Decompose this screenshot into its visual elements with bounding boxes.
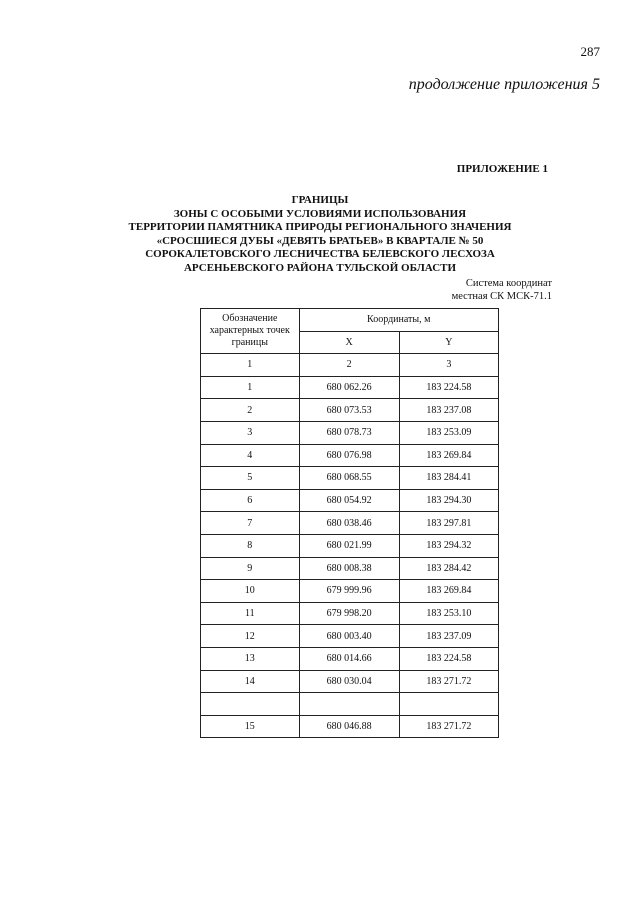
y-cell: 183 253.10 [399, 602, 498, 625]
y-cell: 183 269.84 [399, 444, 498, 467]
header-point-designation: Обозначение характерных точек границы [201, 309, 300, 354]
point-cell: 8 [201, 534, 300, 557]
coordinates-table [200, 308, 499, 738]
x-cell: 679 999.96 [299, 580, 399, 603]
point-cell: 5 [201, 467, 300, 490]
coordinate-system-note [452, 277, 552, 303]
point-cell: 3 [201, 421, 300, 444]
y-cell: 183 224.58 [399, 647, 498, 670]
table-row [201, 421, 499, 444]
table-body [201, 376, 499, 738]
x-cell: 680 003.40 [299, 625, 399, 648]
table-row [201, 602, 499, 625]
x-cell: 680 068.55 [299, 467, 399, 490]
table-row [201, 715, 499, 738]
point-cell: 10 [201, 580, 300, 603]
table-row [201, 693, 499, 716]
x-cell: 680 021.99 [299, 534, 399, 557]
x-cell [299, 693, 399, 716]
column-number: 2 [299, 354, 399, 377]
y-cell: 183 237.09 [399, 625, 498, 648]
x-cell: 680 054.92 [299, 489, 399, 512]
x-cell: 680 073.53 [299, 399, 399, 422]
point-cell: 6 [201, 489, 300, 512]
y-cell: 183 237.08 [399, 399, 498, 422]
y-cell: 183 269.84 [399, 580, 498, 603]
point-cell: 9 [201, 557, 300, 580]
y-cell: 183 294.32 [399, 534, 498, 557]
point-cell: 14 [201, 670, 300, 693]
y-cell: 183 224.58 [399, 376, 498, 399]
table-row [201, 512, 499, 535]
table-row [201, 580, 499, 603]
coord-system-line: местная СК МСК-71.1 [451, 291, 552, 302]
x-cell: 680 062.26 [299, 376, 399, 399]
table-row [201, 670, 499, 693]
y-cell: 183 294.30 [399, 489, 498, 512]
column-number: 3 [399, 354, 498, 377]
point-cell: 15 [201, 715, 300, 738]
x-cell: 680 046.88 [299, 715, 399, 738]
table-row [201, 647, 499, 670]
y-cell: 183 284.41 [399, 467, 498, 490]
table-row [201, 489, 499, 512]
point-cell: 7 [201, 512, 300, 535]
y-cell: 183 297.81 [399, 512, 498, 535]
point-cell: 13 [201, 647, 300, 670]
point-cell [201, 693, 300, 716]
page-number: 287 [580, 44, 600, 59]
title-line: ГРАНИЦЫ [291, 194, 349, 206]
point-cell: 12 [201, 625, 300, 648]
document-title [0, 194, 640, 275]
title-line: АРСЕНЬЕВСКОГО РАЙОНА ТУЛЬСКОЙ ОБЛАСТИ [183, 261, 457, 274]
x-cell: 680 030.04 [299, 670, 399, 693]
x-cell: 680 076.98 [299, 444, 399, 467]
table-row [201, 625, 499, 648]
x-cell: 680 008.38 [299, 557, 399, 580]
header-x: X [299, 331, 399, 354]
title-line: ТЕРРИТОРИИ ПАМЯТНИКА ПРИРОДЫ РЕГИОНАЛЬНОГО ЗНАЧЕНИЯ [128, 221, 512, 233]
y-cell [399, 693, 498, 716]
coord-system-line: Система координат [465, 278, 552, 289]
header-y: Y [399, 331, 498, 354]
point-cell: 4 [201, 444, 300, 467]
table-row [201, 444, 499, 467]
table-row [201, 534, 499, 557]
title-line: СОРОКАЛЕТОВСКОГО ЛЕСНИЧЕСТВА БЕЛЕВСКОГО ЛЕСХОЗА [145, 248, 495, 260]
y-cell: 183 271.72 [399, 715, 498, 738]
title-line: «СРОСШИЕСЯ ДУБЫ «ДЕВЯТЬ БРАТЬЕВ» В КВАРТАЛЕ № 50 [156, 234, 484, 247]
column-number: 1 [201, 354, 300, 377]
point-cell: 1 [201, 376, 300, 399]
table-row [201, 376, 499, 399]
x-cell: 680 038.46 [299, 512, 399, 535]
continuation-note: продолжение приложения 5 [408, 76, 600, 93]
x-cell: 680 078.73 [299, 421, 399, 444]
y-cell: 183 271.72 [399, 670, 498, 693]
point-cell: 11 [201, 602, 300, 625]
table-row [201, 467, 499, 490]
appendix-label: ПРИЛОЖЕНИЕ 1 [456, 163, 548, 175]
x-cell: 679 998.20 [299, 602, 399, 625]
x-cell: 680 014.66 [299, 647, 399, 670]
y-cell: 183 253.09 [399, 421, 498, 444]
point-cell: 2 [201, 399, 300, 422]
table-row [201, 399, 499, 422]
header-coordinates: Координаты, м [299, 309, 498, 332]
table-row [201, 557, 499, 580]
y-cell: 183 284.42 [399, 557, 498, 580]
title-line: ЗОНЫ С ОСОБЫМИ УСЛОВИЯМИ ИСПОЛЬЗОВАНИЯ [173, 207, 467, 220]
